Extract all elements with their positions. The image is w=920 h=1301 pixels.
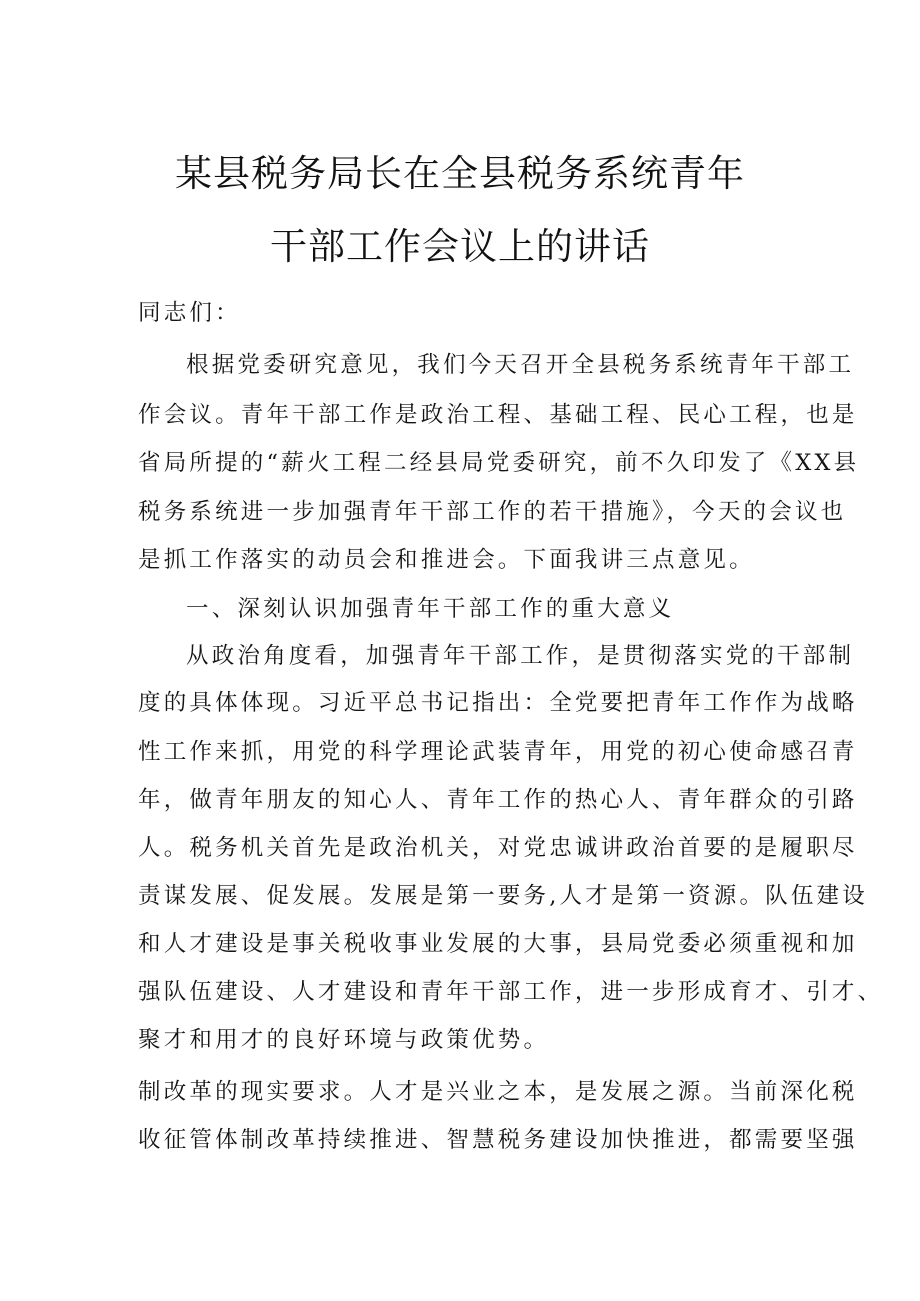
document-title-line-2: 干部工作会议上的讲话	[270, 225, 650, 268]
paragraph-line: 性工作来抓，用党的科学理论武装青年，用党的初心使命感召青	[138, 739, 858, 765]
section-heading: 一、深刻认识加强青年干部工作的重大意义	[186, 596, 675, 622]
paragraph-line: 从政治角度看，加强青年干部工作，是贯彻落实党的干部制	[186, 643, 855, 669]
paragraph-line: 税务系统进一步加强青年干部工作的若干措施》，今天的会议也	[138, 499, 847, 525]
salutation: 同志们：	[138, 300, 241, 326]
paragraph-line: 责谋发展、促发展。发展是第一要务,人才是第一资源。队伍建设	[138, 883, 868, 909]
paragraph-line: 和人才建设是事关税收事业发展的大事，县局党委必须重视和加	[138, 931, 858, 957]
paragraph-line: 收征管体制改革持续推进、智慧税务建设加快推进，都需要坚强	[138, 1127, 858, 1153]
paragraph-line: 年，做青年朋友的知心人、青年工作的热心人、青年群众的引路	[138, 787, 858, 813]
paragraph-line: 强队伍建设、人才建设和青年干部工作，进一步形成育才、引才、	[138, 979, 884, 1005]
paragraph-line: 聚才和用才的良好环境与政策优势。	[138, 1027, 550, 1053]
paragraph-line: 制改革的现实要求。人才是兴业之本，是发展之源。当前深化税	[138, 1079, 858, 1105]
paragraph-line: 省局所提的“薪火工程二经县局党委研究，前不久印发了《XX县	[138, 450, 860, 476]
paragraph-line: 度的具体体现。习近平总书记指出：全党要把青年工作作为战略	[138, 690, 858, 716]
document-title-line-1: 某县税务局长在全县税务系统青年	[175, 152, 745, 195]
paragraph-line: 人。税务机关首先是政治机关，对党忠诚讲政治首要的是履职尽	[138, 835, 858, 861]
paragraph-line: 是抓工作落实的动员会和推进会。下面我讲三点意见。	[138, 547, 755, 573]
paragraph-line: 根据党委研究意见，我们今天召开全县税务系统青年干部工	[186, 352, 855, 378]
paragraph-line: 作会议。青年干部工作是政治工程、基础工程、民心工程，也是	[138, 402, 858, 428]
